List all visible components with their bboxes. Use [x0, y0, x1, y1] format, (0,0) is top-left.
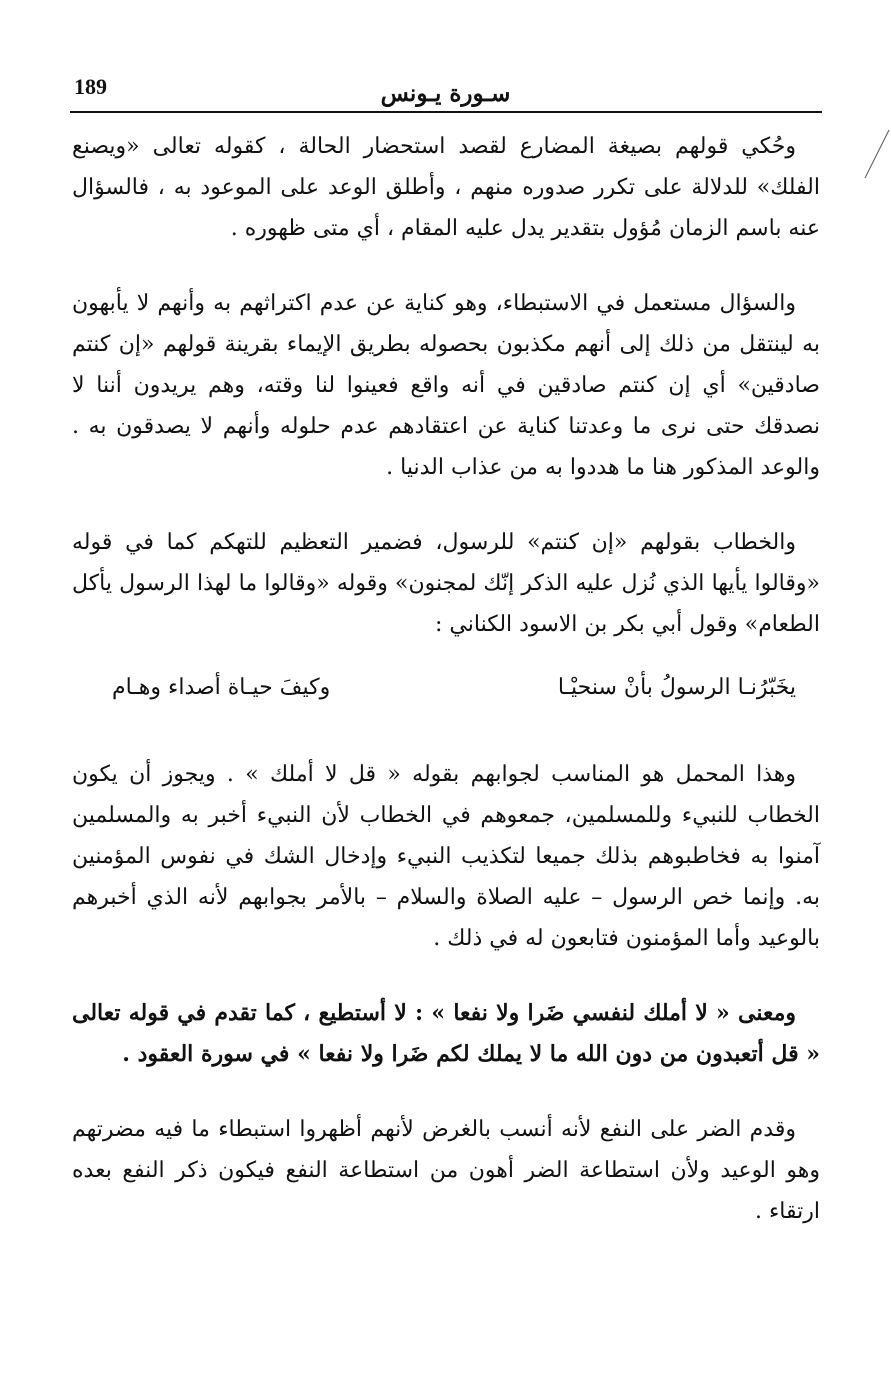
paragraph-1: وحُكي قولهم بصيغة المضارع لقصد استحضار الحالة ، كقوله تعالى «ويصنع الفلك» للدلالة على تكرر صدوره منهم ، وأطلق الوعد على الموعود به ، فالسؤال عنه باسم الزمان مُؤول بتقدير يدل عليه المقام ، أي متى ظهوره .: [72, 134, 820, 241]
page-body: [72, 126, 820, 1266]
paragraph-6: وقدم الضر على النفع لأنه أنسب بالغرض لأنهم أظهروا استبطاء ما فيه مضرتهم وهو الوعيد ولأن استطاعة الضر أهون من استطاعة النفع فيكون ذكر النفع بعده ارتقاء .: [72, 1117, 820, 1224]
paragraph-3: والخطاب بقولهم «إن كنتم» للرسول، فضمير التعظيم للتهكم كما في قوله «وقالوا يأيها الذي نُزل عليه الذكر إنّك لمجنون» وقوله «وقالوا ما لهذا الرسول يأكل الطعام» وقول أبي بكر بن الاسود الكناني :: [72, 530, 820, 637]
poetry-verse: [72, 667, 820, 708]
paragraph-5: ومعنى « لا أملك لنفسي ضَرا ولا نفعا » : لا أستطيع ، كما تقدم في قوله تعالى « قل أتعبدون من دون الله ما لا يملك لكم ضَرا ولا نفعا » في سورة العقود .: [72, 1000, 820, 1067]
verse-hemistich-first: يخَبّرُنـا الرسولُ بأنْ سنحيْـا: [557, 675, 796, 700]
verse-hemistich-second: وكيفَ حيـاة أصداء وهـام: [112, 675, 331, 700]
header-rule: [70, 111, 822, 113]
margin-pencil-mark: [861, 128, 891, 188]
paragraph-2: والسؤال مستعمل في الاستبطاء، وهو كناية عن عدم اكتراثهم به وأنهم لا يأبهون به لينتقل من ذلك إلى أنهم مكذبون بحصوله بطريق الإيماء بقرينة قولهم «إن كنتم صادقين» أي إن كنتم صادقين في أنه واقع فعينوا لنا وقته، وهم يريدون أننا لا نصدقك حتى نرى ما وعدتنا كناية عن اعتقادهم عدم حلوله وأنهم لا يصدقون به . والوعد المذكور هنا ما هددوا به من عذاب الدنيا .: [72, 291, 820, 480]
running-title: سـورة يـونس: [380, 80, 511, 107]
page-number: 189: [74, 74, 107, 99]
paragraph-4: وهذا المحمل هو المناسب لجوابهم بقوله « قل لا أملك » . ويجوز أن يكون الخطاب للنبيء وللمسلمين، جمعوهم في الخطاب لأن النبيء أخبر به والمسلمين آمنوا به فخاطبوهم بذلك جميعا لتكذيب النبيء وإدخال الشك في نفوس المؤمنين به. وإنما خص الرسول – عليه الصلاة والسلام – بالأمر بجوابهم لأنه الذي أخبرهم بالوعيد وأما المؤمنون فتابعون له في ذلك .: [72, 762, 820, 951]
